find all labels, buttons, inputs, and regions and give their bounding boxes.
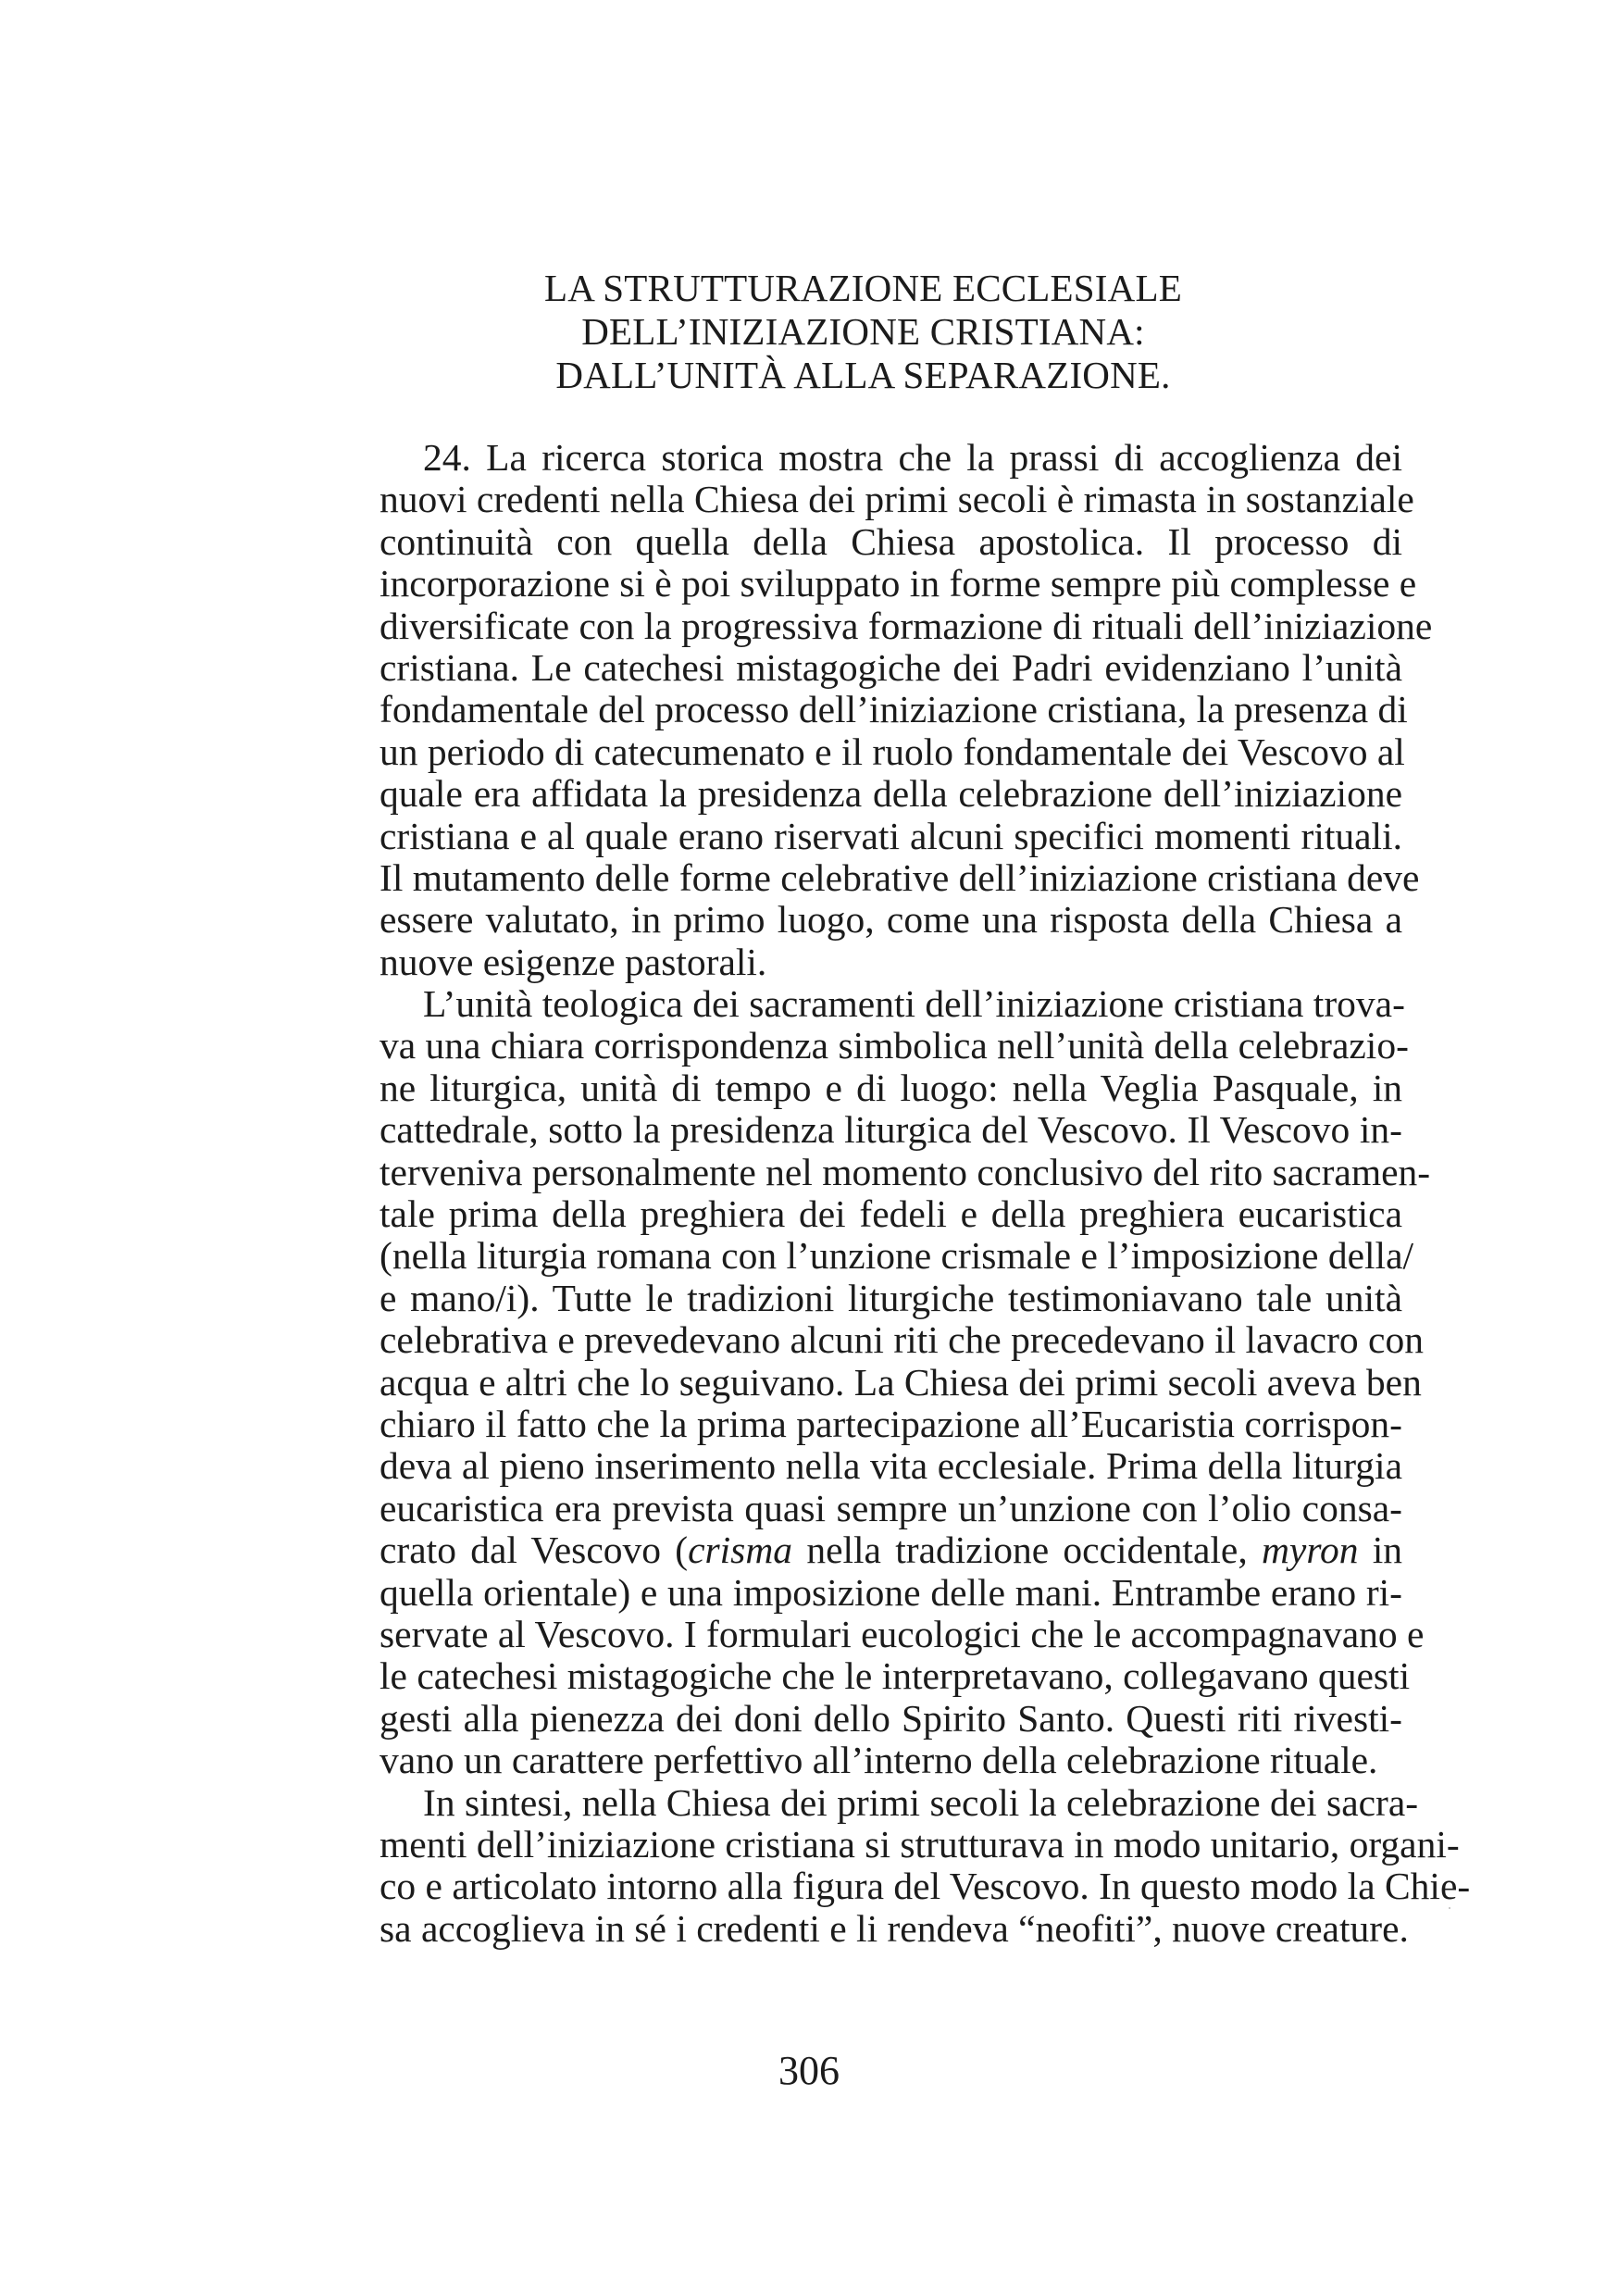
text-segment: nella tradizione occidentale, <box>792 1529 1262 1572</box>
heading-line: DALL’UNITÀ ALLA SEPARAZIONE. <box>555 354 1171 396</box>
text-line: Il mutamento delle forme celebrative dell’iniziazione cristiana deve <box>380 855 1420 899</box>
text-line: essere valutato, in primo luogo, come una risposta della Chiesa a <box>380 898 1402 942</box>
text-line: un periodo di catecumenato e il ruolo fondamentale dei Vescovo al <box>380 730 1405 773</box>
text-line: diversificate con la progressiva formazione di rituali dell’iniziazione <box>380 604 1433 647</box>
text-line: (nella liturgia romana con l’unzione crismale e l’imposizione della/ <box>380 1234 1414 1278</box>
heading-line: LA STRUTTURAZIONE ECCLESIALE <box>544 267 1182 309</box>
text-line: cristiana e al quale erano riservati alcuni specifici momenti rituali. <box>380 814 1402 857</box>
body-text <box>380 436 1471 1950</box>
section-heading <box>380 267 1347 397</box>
text-segment: crato dal Vescovo ( <box>380 1529 689 1572</box>
text-line: vano un carattere perfettivo all’interno della celebrazione rituale. <box>380 1739 1378 1782</box>
text-line: servate al Vescovo. I formulari eucologici che le accompagnavano e <box>380 1612 1425 1655</box>
heading-line: DELL’INIZIAZIONE CRISTIANA: <box>581 310 1145 353</box>
text-line: ne liturgica, unità di tempo e di luogo: nella Veglia Pasquale, in <box>380 1066 1402 1109</box>
text-line: incorporazione si è poi sviluppato in forme sempre più complesse e <box>380 562 1417 605</box>
text-line: tale prima della preghiera dei fedeli e della preghiera eucaristica <box>380 1192 1402 1236</box>
text-line: celebrativa e prevedevano alcuni riti che precedevano il lavacro con <box>380 1318 1424 1362</box>
text-line: sa accoglieva in sé i credenti e li rendeva “neofiti”, nuove creature. <box>380 1906 1409 1950</box>
text-line: co e articolato intorno alla figura del Vescovo. In questo modo la Chie- <box>380 1865 1471 1908</box>
text-line: menti dell’iniziazione cristiana si strutturava in modo unitario, organi- <box>380 1822 1460 1866</box>
scan-speck <box>1449 1907 1450 1909</box>
text-line: quella orientale) e una imposizione delle mani. Entrambe erano ri- <box>380 1570 1402 1614</box>
text-line: eucaristica era prevista quasi sempre un’unzione con l’olio consa- <box>380 1486 1402 1529</box>
text-line <box>380 1529 1402 1571</box>
text-line: cattedrale, sotto la presidenza liturgica del Vescovo. Il Vescovo in- <box>380 1108 1402 1152</box>
text-line: quale era affidata la presidenza della celebrazione dell’iniziazione <box>380 772 1402 816</box>
text-line: chiaro il fatto che la prima partecipazione all’Eucaristia corrispon- <box>380 1402 1402 1445</box>
text-line: nuove esigenze pastorali. <box>380 940 767 983</box>
text-line: fondamentale del processo dell’iniziazione cristiana, la presenza di <box>380 688 1408 731</box>
italic-term: crisma <box>688 1529 793 1572</box>
text-line: le catechesi mistagogiche che le interpretavano, collegavano questi <box>380 1654 1411 1698</box>
text-segment: in <box>1358 1529 1402 1572</box>
page-number: 306 <box>778 2048 840 2093</box>
text-line: nuovi credenti nella Chiesa dei primi secoli è rimasta in sostanziale <box>380 478 1414 521</box>
text-line: continuità con quella della Chiesa apostolica. Il processo di <box>380 519 1402 563</box>
text-line: L’unità teologica dei sacramenti dell’iniziazione cristiana trova- <box>423 982 1405 1026</box>
text-line: deva al pieno inserimento nella vita ecclesiale. Prima della liturgia <box>380 1444 1402 1488</box>
text-line: terveniva personalmente nel momento conclusivo del rito sacramen- <box>380 1150 1431 1193</box>
text-line: 24. La ricerca storica mostra che la prassi di accoglienza dei <box>423 436 1402 479</box>
text-line: acqua e altri che lo seguivano. La Chiesa dei primi secoli aveva ben <box>380 1360 1422 1404</box>
text-line: cristiana. Le catechesi mistagogiche dei Padri evidenziano l’unità <box>380 645 1402 689</box>
italic-term: myron <box>1261 1529 1359 1572</box>
text-line: gesti alla pienezza dei doni dello Spirito Santo. Questi riti rivesti- <box>380 1696 1402 1740</box>
text-line: e mano/i). Tutte le tradizioni liturgiche testimoniavano tale unità <box>380 1276 1402 1319</box>
text-line: In sintesi, nella Chiesa dei primi secoli la celebrazione dei sacra- <box>423 1780 1419 1824</box>
text-line: va una chiara corrispondenza simbolica nell’unità della celebrazio- <box>380 1024 1409 1067</box>
